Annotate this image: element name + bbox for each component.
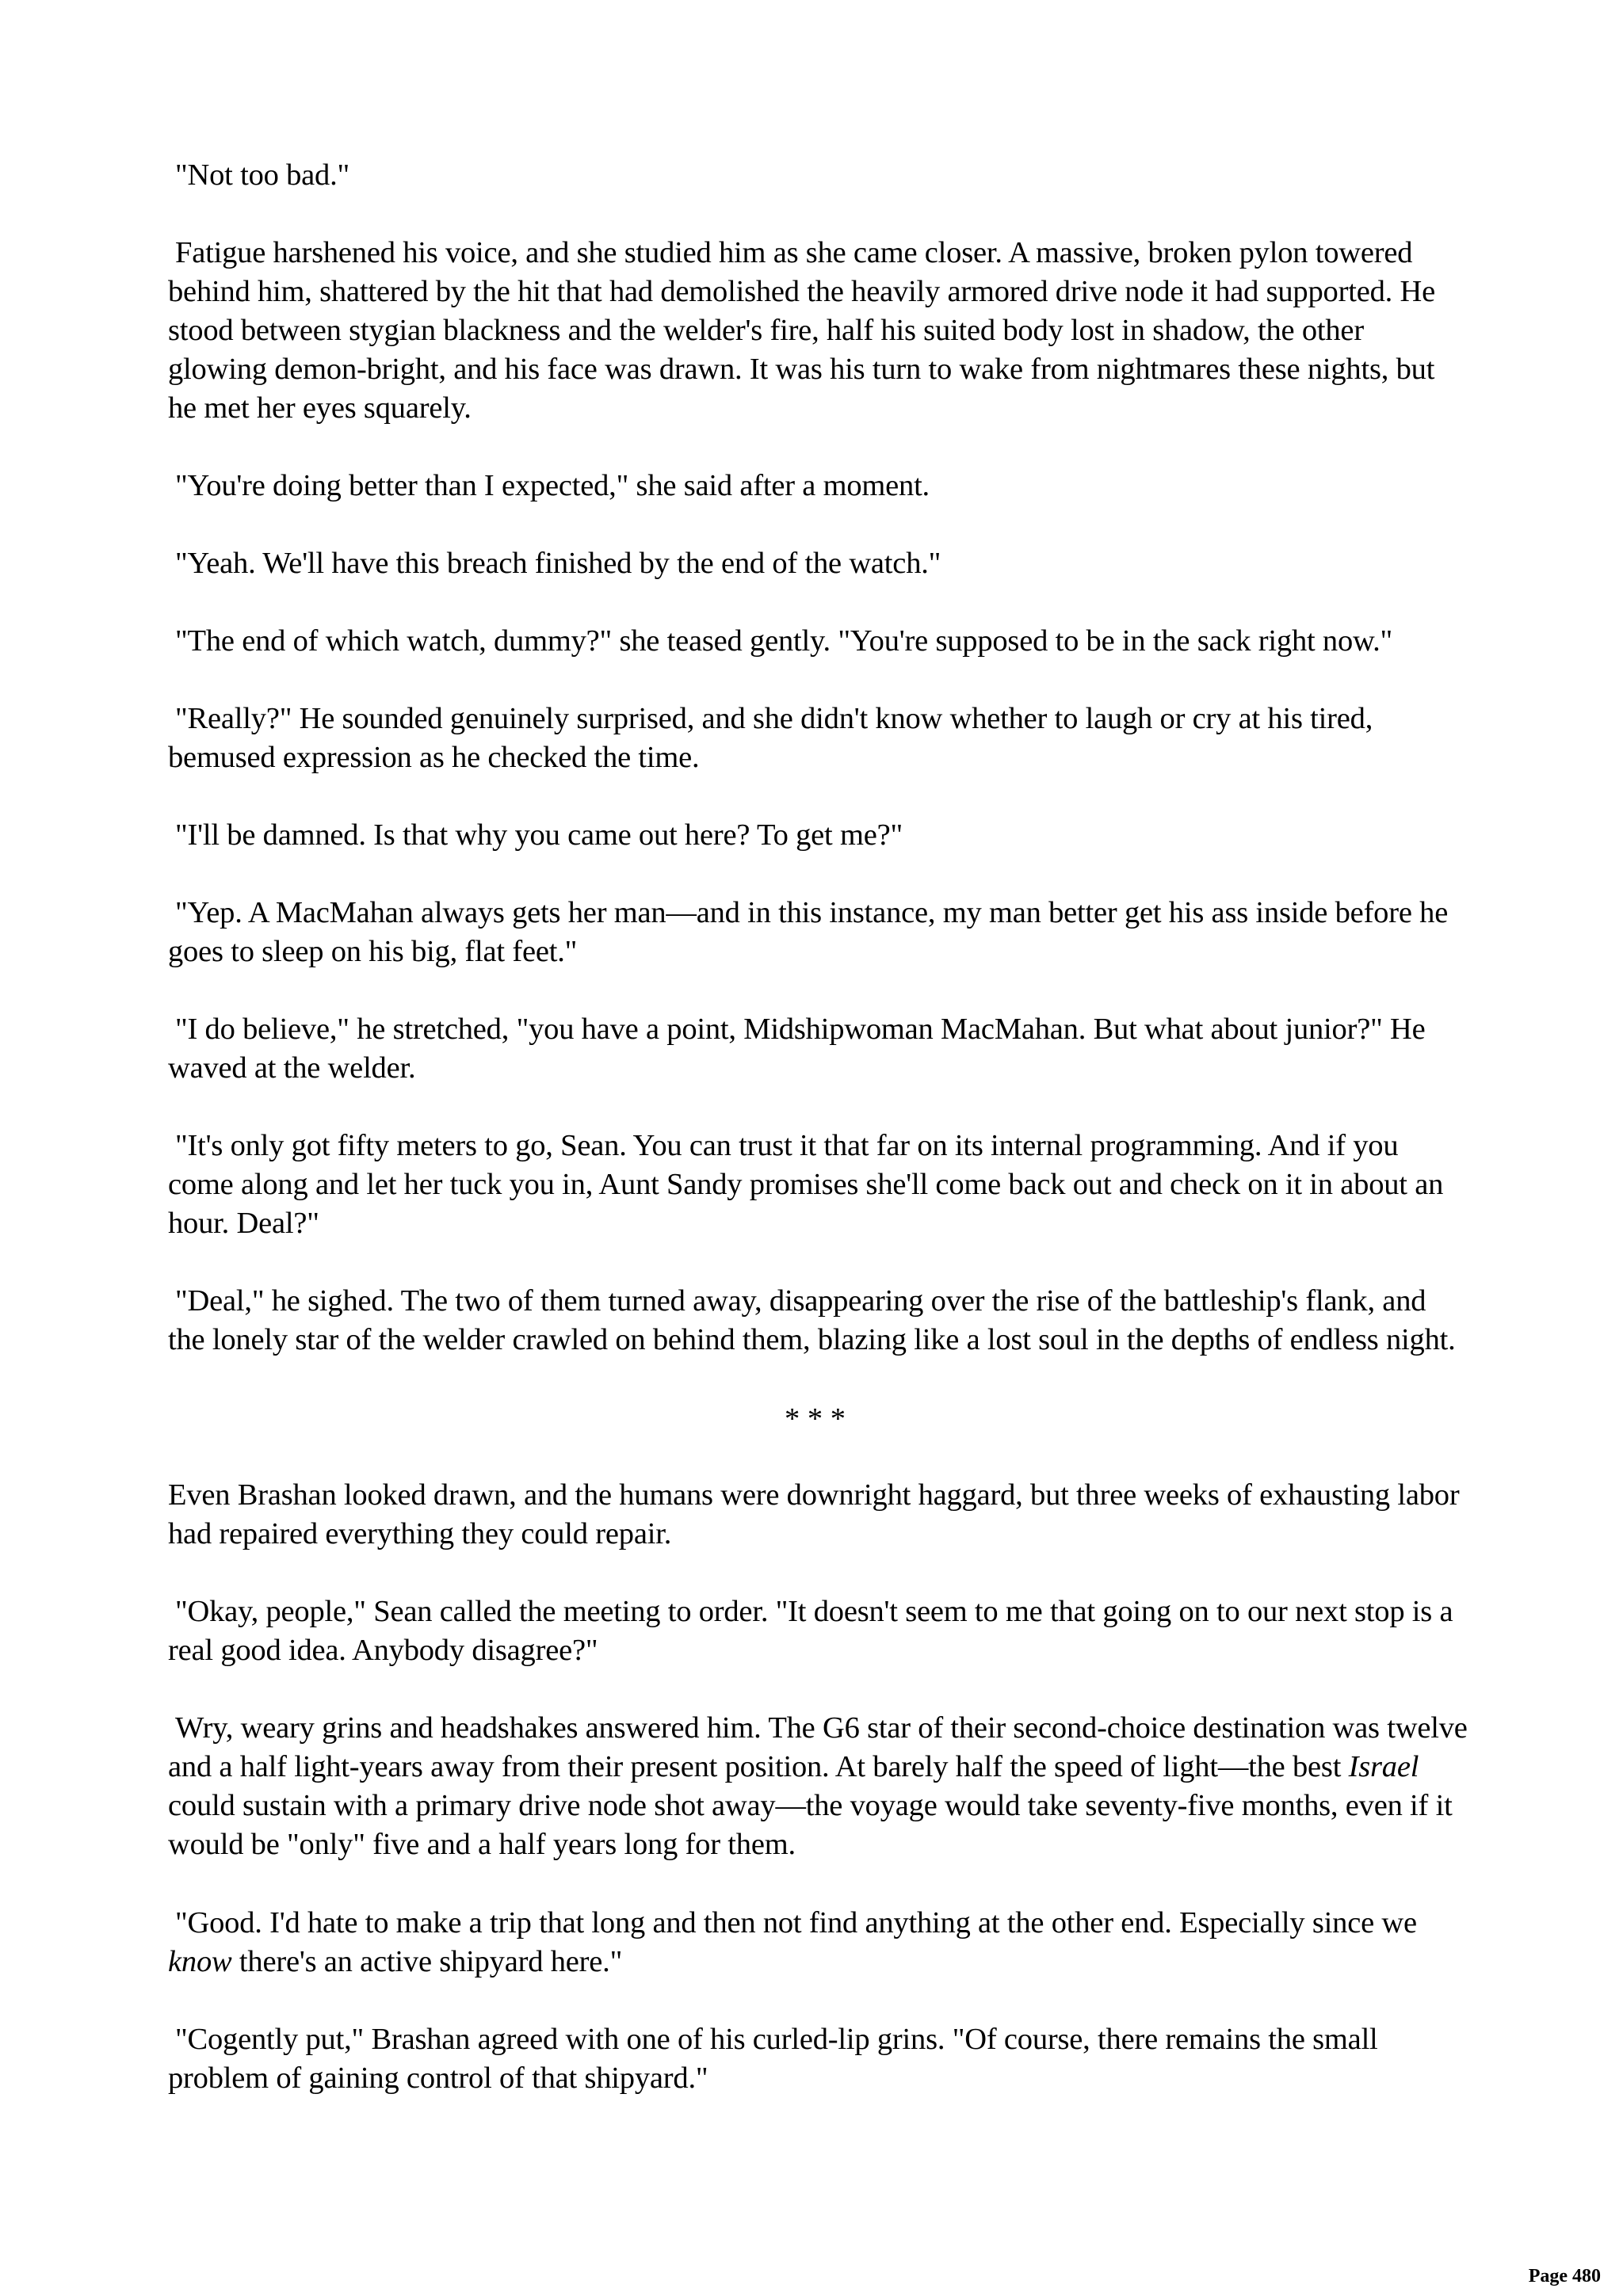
paragraph-text: "Yep. A MacMahan always gets her man—and in this instance, my man better get his ass inside before he goes to sleep on his big, flat feet." [168, 896, 1449, 968]
paragraph-text: "Yeah. We'll have this breach finished by the end of the watch." [175, 547, 941, 580]
scene-break-text: * * * [785, 1402, 846, 1436]
paragraph [168, 544, 1468, 583]
paragraph-text: "Cogently put," Brashan agreed with one of his curled-lip grins. "Of course, there remains the small problem of gaining control of that shipyard." [168, 2023, 1378, 2095]
paragraph-text: Even Brashan looked drawn, and the humans were downright haggard, but three weeks of exhausting labor had repaired everything they could repair. [168, 1478, 1460, 1550]
paragraph [168, 700, 1468, 777]
paragraph [168, 234, 1468, 428]
paragraph-text: Fatigue harshened his voice, and she studied him as she came closer. A massive, broken pylon towered behind him, shattered by the hit that had demolished the heavily armored drive node it had supported. He stood between stygian blackness and the welder's fire, half his suited body lost in shadow, the other glowing demon-bright, and his face was drawn. It was his turn to wake from nightmares these nights, but he met her eyes squarely. [168, 236, 1435, 425]
paragraph [168, 622, 1468, 661]
paragraph-text: "Really?" He sounded genuinely surprised, and she didn't know whether to laugh or cry at his tired, bemused expression as he checked the time. [168, 702, 1373, 774]
paragraph-text: Wry, weary grins and headshakes answered him. The G6 star of their second-choice destination was twelve and a half light-years away from their present position. At barely half the speed of light—the best [168, 1711, 1468, 1783]
paragraph-text: "Okay, people," Sean called the meeting to order. "It doesn't seem to me that going on to our next stop is a real good idea. Anybody disagree?" [168, 1595, 1453, 1667]
paragraph-text: "Good. I'd hate to make a trip that long and then not find anything at the other end. Especially since we [175, 1906, 1417, 1939]
paragraph-text: "Deal," he sighed. The two of them turned away, disappearing over the rise of the battleship's flank, and the lonely star of the welder crawled on behind them, blazing like a lost soul in the depths of endless night. [168, 1284, 1456, 1356]
emphasis-italic: know [168, 1945, 232, 1978]
paragraph [168, 1904, 1468, 1981]
paragraph-text: "It's only got fifty meters to go, Sean. You can trust it that far on its internal programming. And if you come along and let her tuck you in, Aunt Sandy promises she'll come back out and check on it in about an hour. Deal?" [168, 1129, 1444, 1240]
paragraph [168, 1476, 1468, 1554]
ship-name-italic: Israel [1348, 1750, 1419, 1783]
paragraph [168, 467, 1468, 505]
paragraph [168, 156, 1468, 195]
page-number: Page 480 [1528, 2266, 1601, 2286]
paragraph [168, 1127, 1468, 1243]
paragraph-text: "The end of which watch, dummy?" she teased gently. "You're supposed to be in the sack right now." [175, 624, 1393, 658]
paragraph-text: "You're doing better than I expected," she said after a moment. [175, 469, 930, 502]
paragraph [168, 1709, 1468, 1864]
paragraph [168, 2020, 1468, 2098]
paragraph [168, 1592, 1468, 1670]
paragraph [168, 894, 1468, 971]
paragraph [168, 1282, 1468, 1360]
paragraph-text: "I do believe," he stretched, "you have a point, Midshipwoman MacMahan. But what about junior?" He waved at the welder. [168, 1013, 1426, 1085]
paragraph [168, 816, 1468, 855]
paragraph-text: there's an active shipyard here." [231, 1945, 623, 1978]
paragraph-text: "Not too bad." [175, 158, 350, 192]
paragraph-text: could sustain with a primary drive node shot away—the voyage would take seventy-five months, even if it would be "only" five and a half years long for them. [168, 1789, 1453, 1861]
paragraph [168, 1010, 1468, 1088]
paragraph-text: "I'll be damned. Is that why you came out here? To get me?" [175, 818, 903, 852]
